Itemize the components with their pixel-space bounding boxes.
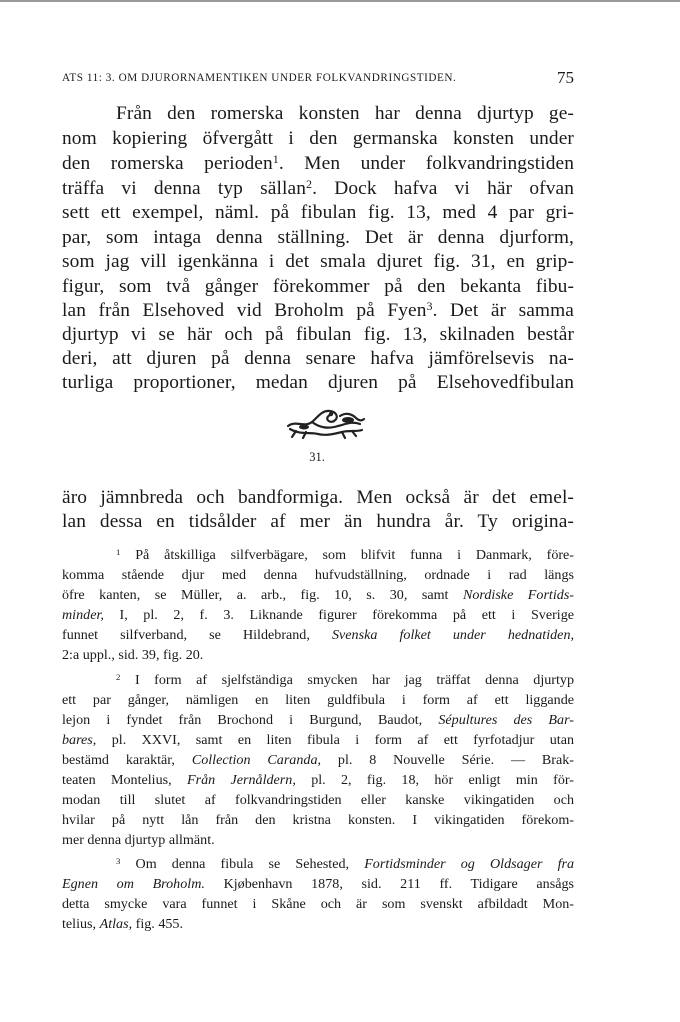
footnote-2-line-3: lejon i fyndet från Brochond i Burgund, Baudot, Sépultures des Bar- (62, 712, 574, 728)
body-line-4: träffa vi denna typ sällan$^2$. Dock hafva vi här ofvan (62, 177, 574, 199)
body-line-3: den romerska perioden$^1$. Men under folkvandringstiden (62, 152, 574, 174)
footnote-2-line-9: mer denna djurtyp allmänt. (62, 832, 215, 848)
griffin-figure-icon (282, 402, 368, 442)
running-header (62, 68, 574, 88)
footnote-3-line-4: telius, Atlas, fig. 455. (62, 916, 183, 932)
body-line-8: figur, som två gånger förekommer på den bekanta fibu- (62, 276, 574, 297)
footnote-1-line-6: 2:a uppl., sid. 39, fig. 20. (62, 647, 204, 663)
footnote-1-line-5: funnet silfverband, se Hildebrand, Svenska folket under hednatiden, (62, 627, 575, 643)
body-line-1: Från den romerska konsten har denna djurtyp ge- (116, 103, 574, 124)
body-line-5: sett ett exempel, näml. på fibulan fig. 13, med 4 par gri- (62, 202, 574, 223)
footnote-2-line-5: bestämd karaktär, Collection Caranda, pl. 8 Nouvelle Série. — Brak- (62, 752, 574, 768)
footnote-2-line-6: teaten Montelius, Från Jernåldern, pl. 2, fig. 18, hör enligt min för- (62, 772, 574, 788)
footnote-2-mark: 2 (116, 671, 121, 682)
footnote-1-line-3: öfre kanten, se Müller, a. arb., fig. 10, s. 30, samt Nordiske Fortids- (62, 587, 574, 603)
footnote-1-mark: 1 (116, 546, 121, 557)
footnote-1-line-2: komma stående djur med denna hufvudställning, ordnade i rad längs (62, 567, 574, 583)
body-line-12: turliga proportioner, medan djuren på Elsehovedfibulan (62, 372, 574, 393)
body-line-11: deri, att djuren på denna senare hafva jämförelsevis na- (62, 348, 574, 369)
footnote-ref-1: 1 (272, 152, 279, 166)
body-line-13: äro jämnbreda och bandformiga. Men också är det emel- (62, 487, 574, 508)
footnote-3-mark: 3 (116, 855, 121, 866)
body-line-14: lan dessa en tidsålder af mer än hundra år. Ty origina- (62, 511, 574, 532)
body-line-6: par, som intaga denna ställning. Det är denna djurform, (62, 227, 574, 248)
body-line-2: nom kopiering öfvergått i den germanska konsten under (62, 128, 574, 149)
body-line-9: lan från Elsehoved vid Broholm på Fyen$^3$. Det är samma (62, 299, 574, 321)
footnote-ref-3: 3 (426, 299, 433, 313)
footnote-1-line-4: minder, I, pl. 2, f. 3. Liknande figurer förekomma på ett i Sverige (62, 607, 574, 623)
footnote-2-line-8: hvilar på nytt lån från den kristna konsten. I vikingatiden förekom- (62, 812, 574, 828)
scan-edge-line (0, 0, 680, 2)
footnote-3-line-3: detta smycke vara funnet i Skåne och är som svenskt afbildadt Mon- (62, 896, 574, 912)
running-title: ATS 11: 3. OM DJURORNAMENTIKEN UNDER FOLKVANDRINGSTIDEN. (62, 72, 457, 84)
footnote-3-line-1: $^3$ Om denna fibula se Sehested, Fortidsminder og Oldsager fra (116, 855, 575, 872)
footnote-2-line-1: $^2$ I form af sjelfständiga smycken har jag träffat denna djurtyp (116, 671, 575, 688)
page-number: 75 (557, 68, 574, 87)
body-line-7: som jag vill igenkänna i det smala djuret fig. 31, en grip- (62, 251, 574, 272)
footnote-ref-2: 2 (306, 177, 313, 191)
body-line-10: djurtyp vi se här och på fibulan fig. 13, skilnaden består (62, 324, 574, 345)
footnote-3-line-2: Egnen om Broholm. Kjøbenhavn 1878, sid. 211 ff. Tidigare ansågs (62, 876, 574, 892)
footnote-2-line-2: ett par gånger, nämligen en liten guldfibula i form af ett liggande (62, 692, 574, 708)
footnote-2-line-4: bares, pl. XXVI, samt en liten fibula i form af ett fyrfotadjur utan (62, 732, 575, 748)
figure-number: 31. (309, 450, 325, 464)
footnote-2-line-7: modan till slutet af folkvandringstiden eller kanske vikingatiden och (62, 792, 574, 808)
footnote-1-line-1: $^1$ På åtskilliga silfverbägare, som blifvit funna i Danmark, före- (116, 546, 575, 563)
